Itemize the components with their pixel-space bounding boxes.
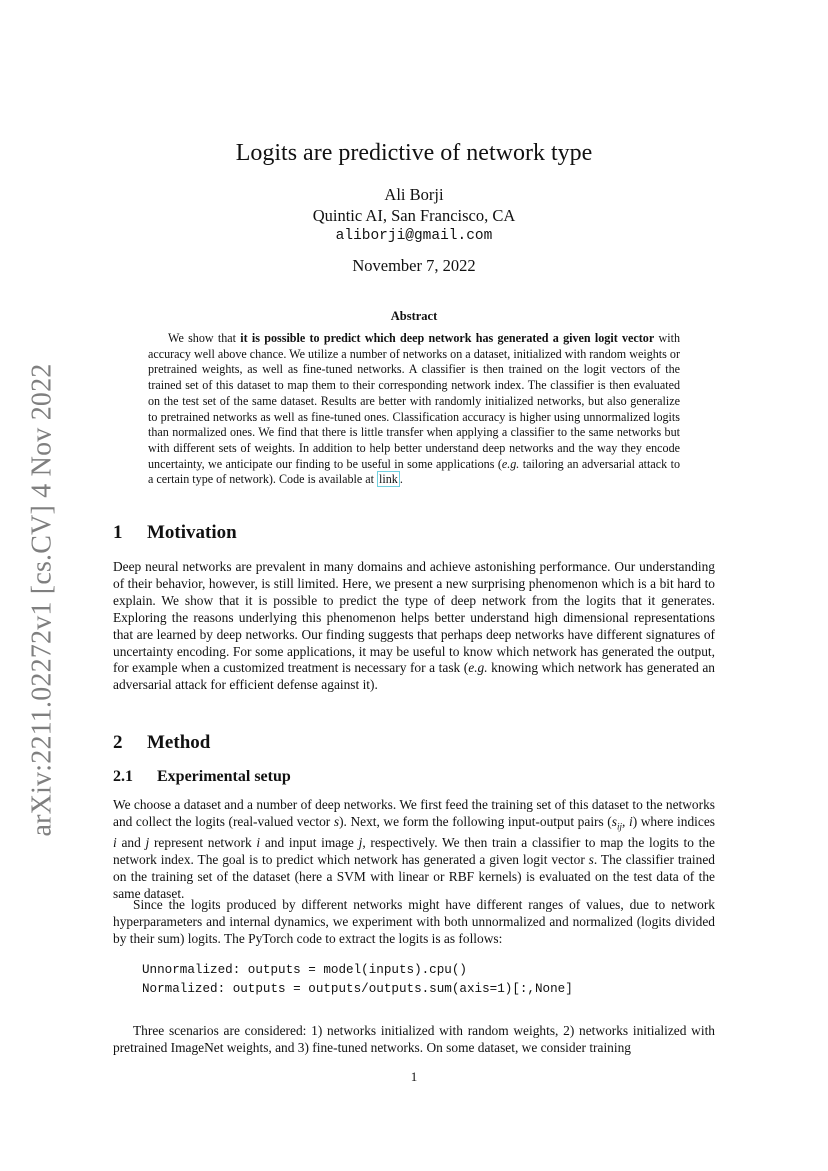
motivation-eg: e.g. bbox=[468, 660, 488, 676]
text-run: We choose a dataset and a number of deep networks. We first feed the training set of this dataset to the networks and collect the logits (real-valued vector bbox=[113, 797, 715, 829]
subsection-title: Experimental setup bbox=[157, 768, 291, 785]
code-line-unnormalized: Unnormalized: outputs = model(inputs).cpu() bbox=[142, 963, 467, 977]
author-block bbox=[0, 184, 828, 247]
code-line-normalized: Normalized: outputs = outputs/outputs.sum(axis=1)[:,None] bbox=[142, 982, 573, 996]
setup-paragraph-3: Three scenarios are considered: 1) networks initialized with random weights, 2) networks initialized with pretrained ImageNet weights, and 3) fine-tuned networks. On some dataset, we consider training bbox=[113, 1023, 715, 1055]
abstract-tail: tailoring an adversarial attack to a certain type of network). Code is available at bbox=[148, 456, 680, 487]
text-run: represent network bbox=[149, 835, 257, 851]
text-run: and bbox=[116, 835, 146, 851]
abstract-eg: e.g. bbox=[501, 456, 520, 471]
arxiv-identifier: arXiv:2211.02272v1 [cs.CV] 4 Nov 2022 bbox=[26, 363, 58, 837]
math-j: j bbox=[358, 835, 363, 851]
section-motivation-heading bbox=[113, 522, 237, 544]
text-run: , respectively. We then train a classifier to map the logits to the network index. The goal is to predict which network has generated a given logit vector bbox=[113, 835, 715, 868]
subsection-experimental-setup-heading bbox=[113, 768, 291, 786]
section-method-heading bbox=[113, 732, 210, 754]
abstract-intro: We show that bbox=[168, 331, 241, 345]
abstract-bold-claim: it is possible to predict which deep network has generated a given logit vector bbox=[240, 331, 655, 345]
text-run: ). Next, we form the following input-output pairs ( bbox=[339, 813, 612, 829]
math-i: i bbox=[113, 835, 117, 851]
text-run: and input image bbox=[260, 835, 359, 851]
section-title: Method bbox=[147, 732, 211, 753]
page-number: 1 bbox=[410, 1069, 418, 1084]
math-s-ij: s bbox=[611, 813, 617, 829]
motivation-paragraph bbox=[113, 559, 715, 694]
setup-paragraph-2: Since the logits produced by different networks might have different ranges of values, due to network hyperparameters and internal dynamics, we experiment with both unnormalized and normalized (logits divided by their sum) logits. The PyTorch code to extract the logits is as follows: bbox=[113, 897, 715, 946]
section-title: Motivation bbox=[147, 522, 237, 543]
author-email[interactable]: aliborji@gmail.com bbox=[335, 228, 493, 244]
abstract-heading: Abstract bbox=[390, 309, 438, 323]
section-number: 2 bbox=[113, 732, 123, 753]
abstract-body: with accuracy well above chance. We utilize a number of networks on a dataset, initialized with random weights or pretrained weights, as well as fine-tuned networks. A classifier is then trained on the logit vectors of the trained set of this dataset to map them to their corresponding network index. The classifier is then evaluated on the test set of the same dataset. Results are better with randomly initialized networks, but also generalize to pretrained networks as well as fine-tuned ones. Classification accuracy is higher using unnormalized logits than normalized ones. We find that there is little transfer when applying a classifier to the same networks but with different sets of weights. In addition to help better understand deep networks and the way they encode uncertainty, we anticipate our finding to be useful in some applications ( bbox=[148, 331, 680, 471]
math-s: s bbox=[588, 852, 594, 868]
author-affiliation: Quintic AI, San Francisco, CA bbox=[312, 206, 516, 225]
section-number: 1 bbox=[113, 522, 123, 543]
motivation-text: Deep neural networks are prevalent in many domains and achieve astonishing performance. Our understanding of their behavior, however, is still limited. Here, we present a new surprising phenomenon which is a bit hard to explain. We show that it is possible to predict the type of deep network from the logits that it generates. Exploring the reasons underlying this phenomenon helps better understand high dimensional representations that are learned by deep networks. Our finding suggests that perhaps deep networks have different signatures of uncertainty encoding. For some applications, it may be useful to know which network has generated the output, for example when a customized treatment is necessary for a task ( bbox=[113, 559, 715, 676]
subsection-number: 2.1 bbox=[113, 768, 133, 785]
math-j: j bbox=[145, 835, 150, 851]
abstract-text bbox=[148, 331, 680, 488]
math-i: i bbox=[256, 835, 261, 851]
paper-date: November 7, 2022 bbox=[352, 256, 476, 275]
abstract-end: . bbox=[399, 472, 403, 487]
setup-paragraph-1 bbox=[113, 797, 715, 903]
text-run: ) where indices bbox=[632, 813, 715, 829]
arxiv-side-stamp bbox=[14, 360, 70, 840]
text-run: . The classifier trained on the training set of the dataset (here a SVM with linear or RBF kernels) is evaluated on the test data of the same dataset. bbox=[113, 852, 715, 902]
math-subscript-ij: ij bbox=[617, 821, 623, 832]
code-link[interactable]: link bbox=[379, 472, 398, 487]
text-run: , bbox=[622, 813, 629, 829]
math-s: s bbox=[333, 813, 340, 829]
code-block bbox=[142, 961, 702, 999]
author-name: Ali Borji bbox=[384, 185, 444, 204]
paper-title: Logits are predictive of network type bbox=[235, 140, 593, 166]
motivation-text-end: knowing which network has generated an adversarial attack for efficient defense against it). bbox=[113, 660, 715, 693]
math-i: i bbox=[628, 813, 633, 829]
